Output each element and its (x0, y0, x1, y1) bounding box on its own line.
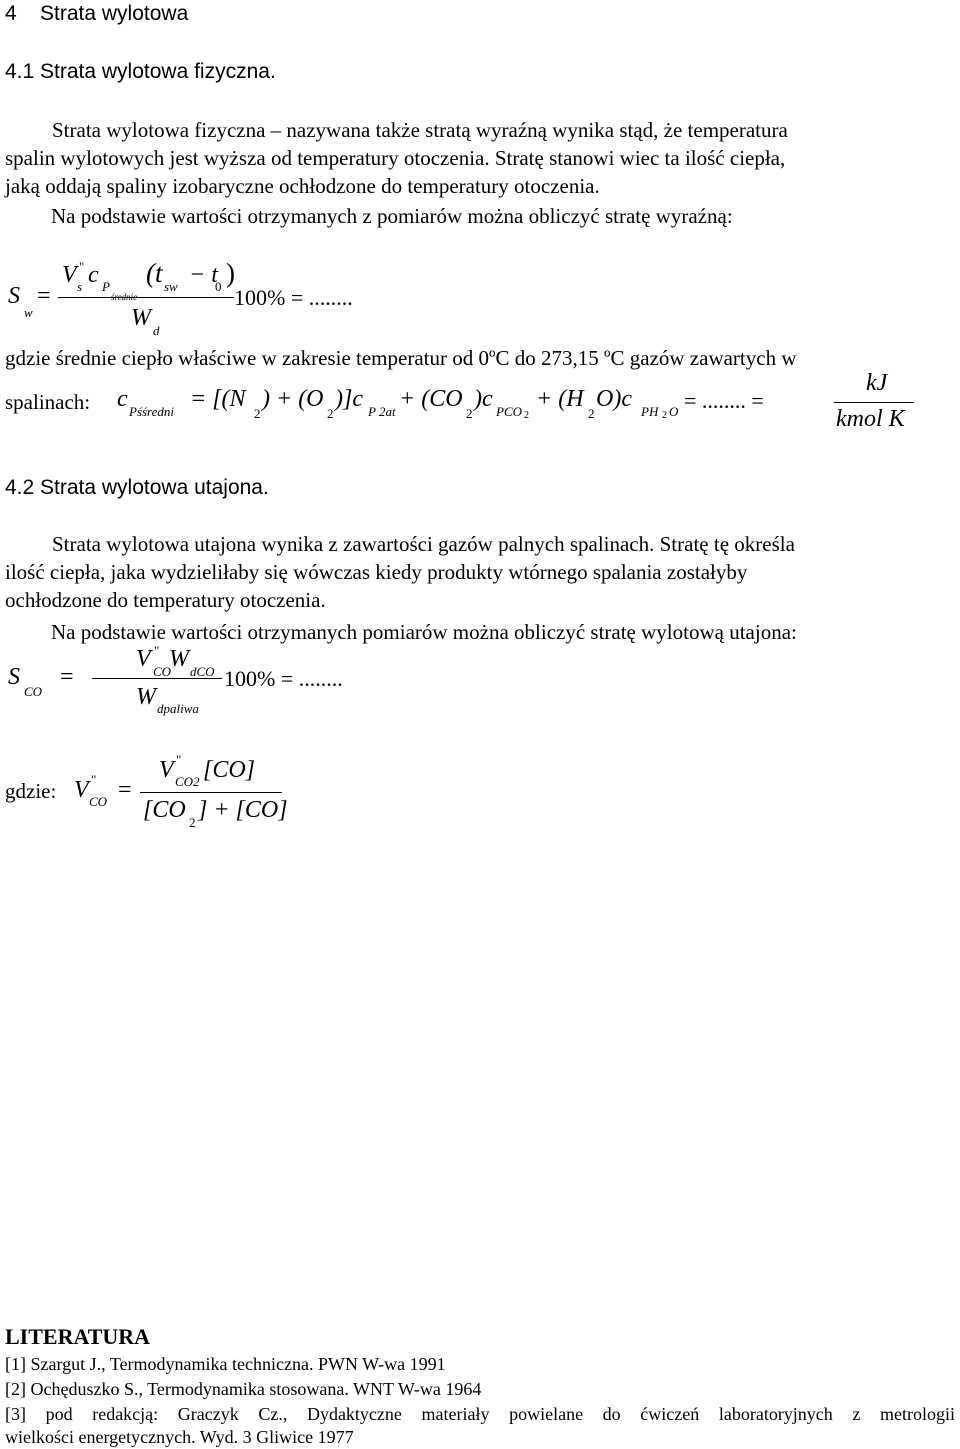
formula-vco-lhs-sup: " (91, 772, 97, 787)
formula-sw-num-c-sub: P (102, 279, 110, 294)
paragraph-4-1-intro-formula: Na podstawie wartości otrzymanych z pomiarów można obliczyć stratę wyraźną: (51, 204, 733, 228)
formula-cp-c: c (117, 386, 128, 412)
formula-cp-n2: 2 (254, 406, 261, 421)
formula-cp-body5: )c (474, 386, 493, 412)
literature-ref-3-cont: wielkości energetycznych. Wyd. 3 Gliwice 1977 (5, 1427, 354, 1447)
formula-cp-body8: = ........ = (684, 388, 764, 413)
formula-cp-o2: 2 (327, 406, 334, 421)
formula-sco-lhs-sub: CO (24, 684, 43, 699)
formula-vco-den-sub: 2 (189, 815, 196, 830)
formula-sco-tail: 100% = ........ (224, 666, 343, 691)
formula-cp-body6: + (H (536, 386, 584, 412)
paragraph-4-2-line3: ochłodzone do temperatury otoczenia. (5, 588, 326, 612)
formula-vco-den: [CO (143, 797, 186, 823)
formula-sco-num-w-sub: dCO (190, 664, 215, 679)
paragraph-gdzie-line1: gdzie średnie ciepło właściwe w zakresie temperatur od 0ºC do 273,15 ºC gazów zawartych w (5, 346, 797, 370)
formula-cp-body3: )]c (335, 386, 363, 412)
formula-cp-unit-bar (834, 402, 914, 403)
formula-vco-den-rest: ] + [CO] (198, 797, 288, 823)
formula-sco-eq: = (60, 664, 74, 690)
literature-ref-2: [2] Ochęduszko S., Termodynamika stosowana. WNT W-wa 1964 (5, 1379, 482, 1399)
formula-vco-label: gdzie: (5, 779, 57, 803)
formula-sw-num-v-sub: s (77, 279, 83, 294)
formula-cp-cph2o: PH (641, 404, 659, 419)
formula-vco-lhs-sub: CO (89, 794, 108, 809)
formula-sw-num-paren: (t (146, 258, 163, 288)
formula-vco-num-v: V (159, 757, 174, 783)
section-heading (5, 2, 188, 26)
formula-sco-lhs: S (8, 664, 20, 690)
formula-vco-fraction-bar (140, 792, 282, 793)
formula-cp-h2: 2 (588, 406, 595, 421)
paragraph-4-1-line2: spalin wylotowych jest wyższa od temperatury otoczenia. Stratę stanowi wiec ta ilość ciepła, (5, 146, 786, 170)
paragraph-4-2-line1: Strata wylotowa utajona wynika z zawartości gazów palnych spalinach. Stratę tę określa (52, 532, 795, 556)
formula-sw-num-minus: − t (189, 262, 218, 288)
formula-sw-num-t0-sub: 0 (215, 279, 222, 294)
formula-vco-num-v-sub: CO2 (175, 774, 200, 789)
formula-sco-num-v: V (136, 646, 151, 672)
formula-cp-co2: 2 (466, 406, 473, 421)
formula-sco-num-v-sub: CO (153, 664, 172, 679)
formula-vco-lhs: V (74, 777, 89, 803)
paragraph-4-1-line1: Strata wylotowa fizyczna – nazywana także stratą wyraźną wynika stąd, że temperatura (52, 118, 788, 142)
formula-sw-tail: 100% = ........ (234, 285, 353, 310)
subsection-title-4-1: 4.1 Strata wylotowa fizyczna. (5, 60, 276, 83)
formula-cp-label: spalinach: (5, 390, 91, 414)
paragraph-4-2-line2: ilość ciepła, jaka wydzieliłaby się wówczas kiedy produkty wtórnego spalania zostałyby (5, 560, 748, 584)
section-title: Strata wylotowa (40, 2, 189, 25)
formula-cp-cph2o-2: 2 (662, 410, 667, 421)
formula-vco-num-rest: [CO] (203, 757, 256, 783)
formula-sw-num-close: ) (226, 258, 235, 288)
formula-cp-body7: O)c (596, 386, 632, 412)
formula-sco-den: W (136, 684, 156, 710)
formula-sw-num-c: c (88, 262, 99, 288)
formula-sw-eq: = (37, 283, 51, 309)
literature-ref-1: [1] Szargut J., Termodynamika techniczna. PWN W-wa 1991 (5, 1354, 446, 1374)
subsection-title-4-2: 4.2 Strata wylotowa utajona. (5, 476, 269, 499)
formula-sw-den: W (131, 305, 151, 331)
literature-heading: LITERATURA (5, 1324, 151, 1349)
formula-sw-num-tsw-sub: sw (164, 279, 178, 294)
formula-sco-den-sub: dpaliwa (157, 701, 199, 716)
formula-cp-unit-den: kmol K (836, 406, 905, 432)
formula-cp-cpco2: PCO (496, 404, 522, 419)
formula-sw-den-sub: d (153, 323, 160, 338)
formula-cp-unit-num: kJ (866, 370, 888, 396)
formula-sw-num-v: V (62, 262, 77, 288)
formula-cp-cp2at: P 2at (368, 404, 396, 419)
formula-vco-eq: = (118, 777, 132, 803)
formula-cp-body4: + (CO (399, 386, 463, 412)
formula-cp-body2: ) + (O (262, 386, 324, 412)
formula-cp-cph2o-o: O (669, 404, 679, 419)
formula-sco-num-w: W (169, 646, 189, 672)
formula-sco-fraction-bar (92, 678, 222, 679)
formula-sw-fraction-bar (58, 297, 234, 298)
formula-cp-body1: = [(N (190, 386, 246, 412)
formula-sw-lhs-sub: w (24, 305, 33, 320)
paragraph-4-2-intro-formula: Na podstawie wartości otrzymanych pomiarów można obliczyć stratę wylotową utajona: (51, 620, 797, 644)
literature-ref-3: [3] pod redakcją: Graczyk Cz., Dydaktyczne materiały powielane do ćwiczeń laboratoryjnych z metrologii (5, 1404, 955, 1424)
section-number: 4 (5, 2, 17, 25)
formula-cp-c-sub: Pśśredni (129, 404, 175, 419)
formula-sw-lhs: S (8, 283, 20, 309)
paragraph-4-1-line3: jaką oddają spaliny izobaryczne ochłodzone do temperatury otoczenia. (5, 174, 600, 198)
formula-cp-cpco2-2: 2 (524, 410, 529, 421)
formula-sco-num-v-sup: " (154, 643, 160, 658)
formula-sw-num-c-subsub: średnie (111, 292, 138, 302)
formula-vco-num-v-sup: " (176, 752, 182, 767)
formula-sw-num-v-sup: " (79, 259, 85, 274)
